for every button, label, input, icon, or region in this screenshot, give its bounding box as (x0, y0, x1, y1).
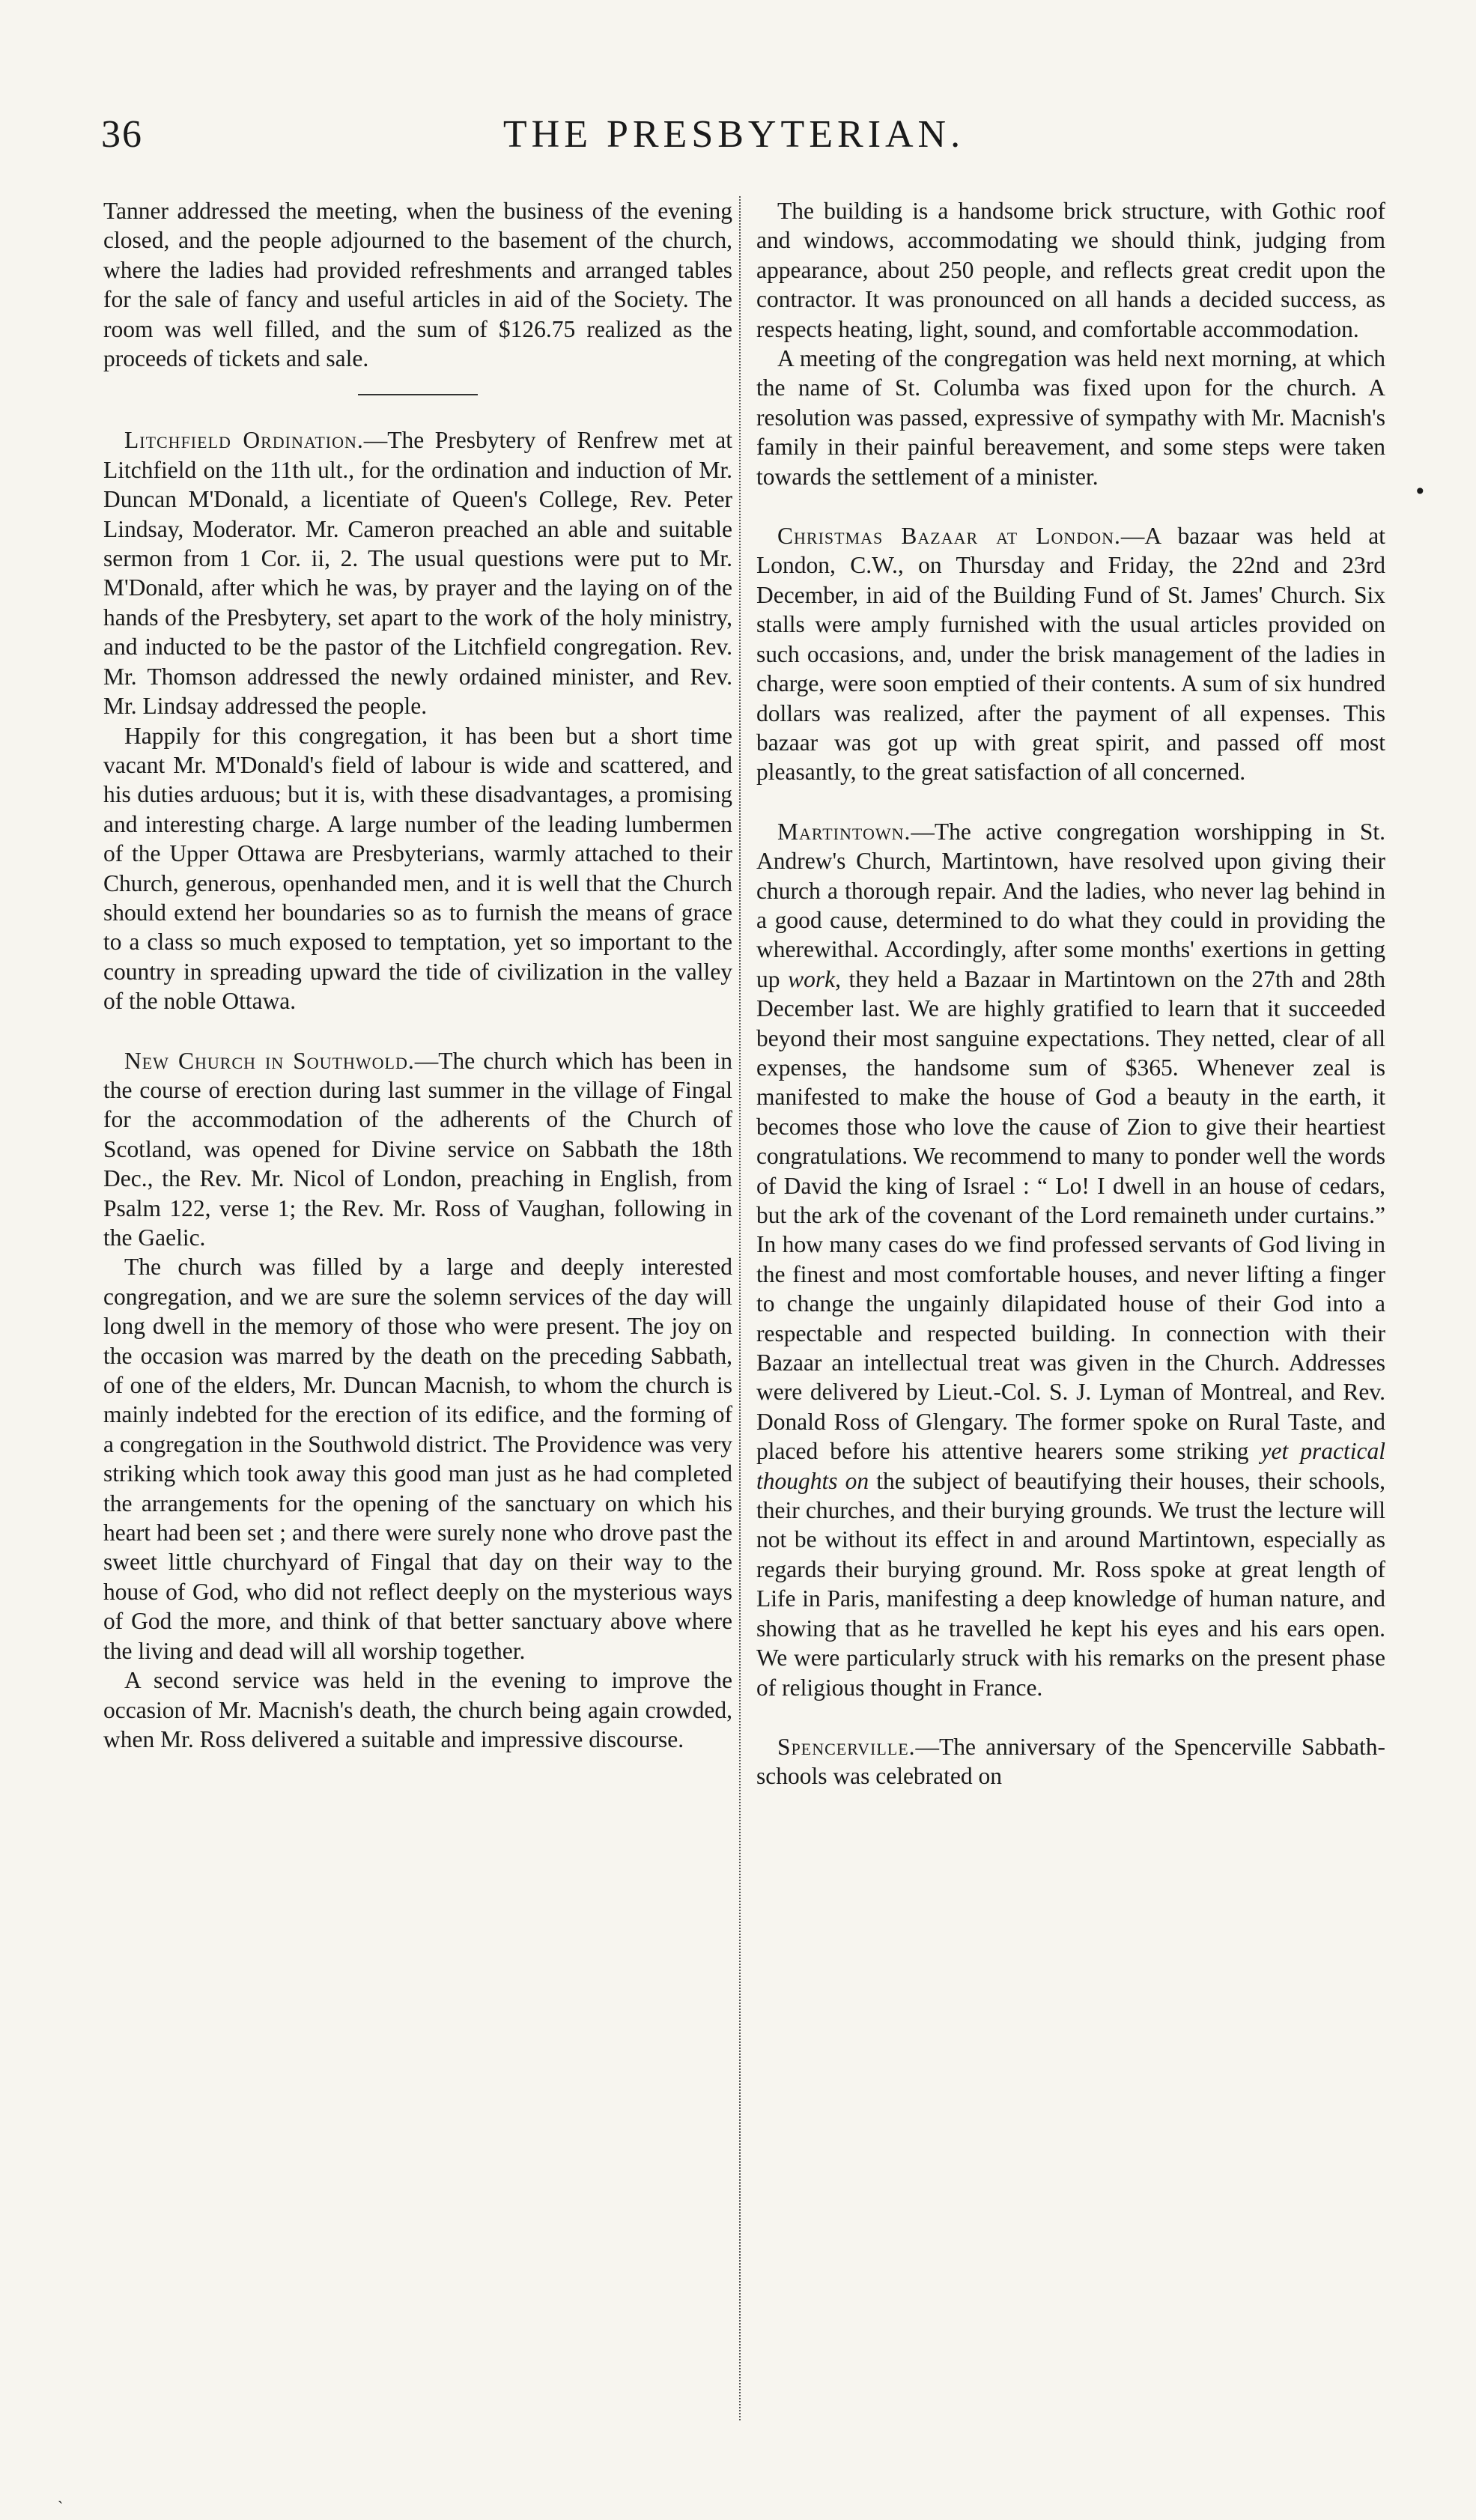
margin-dot-mark: • (1414, 479, 1427, 504)
corner-mark: ˏ (58, 2486, 64, 2504)
paragraph-building-description: The building is a handsome brick structure, with Gothic roof and windows, accommodating we should think, judging from appearance, about 250 people, and reflects great credit upon the contractor. It was pronounced on all hands a decided success, as respects heating, light, sound, and comfortable accommodation. (756, 198, 1385, 342)
paragraph-tanner-continuation: Tanner addressed the meeting, when the business of the evening closed, and the people adjourned to the basement of the church, where the ladies had provided refreshments and arranged tables for the sale of fancy and useful articles in aid of the Society. The room was well filled, and the sum of $126.75 realized as the proceeds of tickets and sale. (103, 198, 732, 372)
article-heading-martintown: Martintown. (777, 818, 911, 845)
emphasis-work: work (788, 965, 836, 992)
article-heading-bazaar: Christmas Bazaar at London. (777, 523, 1121, 550)
right-column (756, 196, 1385, 1791)
article-heading-southwold: New Church in Southwold. (124, 1047, 415, 1074)
article-body-martintown-a: —The active congregation worshipping in St. Andrew's Church, Martintown, have resolved upon giving their church a thorough repair. And the ladies, who never lag behind in a good cause, determined to do what they could in providing the wherewithal. Accordingly, after some months' exertions in getting up (756, 818, 1385, 992)
article-martintown (756, 817, 1385, 1702)
paragraph-southwold-evening-service: A second service was held in the evening to improve the occasion of Mr. Macnish's death, the church being again crowded, when Mr. Ross delivered a suitable and impressive discourse. (103, 1667, 732, 1752)
article-body-martintown-c: the subject of beautifying their houses, their schools, their churches, and their burying grounds. We trust the lecture will not be without its effect in and around Martintown, especially as regards their burying ground. Mr. Ross spoke at great length of Life in Paris, manifesting a deep knowledge of human nature, and showing that as he travelled he kept his eyes and his ears open. We were particularly struck with his remarks on the present phase of religious thought in France. (756, 1467, 1385, 1701)
paragraph-litchfield-charge: Happily for this congregation, it has been but a short time vacant Mr. M'Donald's field of labour is wide and scattered, and his duties arduous; but it is, with these disadvantages, a promising and interesting charge. A large number of the leading lumbermen of the Upper Ottawa are Presbyterians, warmly attached to their Church, generous, openhanded men, and it is well that the Church should extend her boundaries so as to furnish the means of grace to a class so much exposed to temptation, yet so important to the country in spreading upward the tide of civilization in the valley of the noble Ottawa. (103, 722, 732, 1015)
paragraph-southwold-congregation: The church was filled by a large and deeply interested congregation, and we are sure the solemn services of the day will long dwell in the memory of those who were present. The joy on the occasion was marred by the death on the preceding Sabbath, of one of the elders, Mr. Duncan Macnish, to whom the church is mainly indebted for the erection of its edifice, and the forming of a congregation in the Southwold district. The Providence was very striking which took away this good man just as he had completed the arrangements for the opening of the sanctuary on which his heart had been set ; and there were surely none who drove past the sweet little churchyard of Fingal that day on their way to the house of God, who did not reflect deeply on the mysterious ways of God the more, and think of that better sanctuary above where the living and dead will all worship together. (103, 1254, 732, 1664)
section-divider (358, 394, 478, 395)
page-number: 36 (101, 113, 143, 156)
paragraph-congregation-meeting: A meeting of the congregation was held next morning, at which the name of St. Columba was fixed upon for the church. A resolution was passed, expressive of sympathy with Mr. Macnish's family in their painful bereavement, and some steps were taken towards the settlement of a minister. (756, 345, 1385, 490)
article-litchfield-ordination (103, 425, 732, 720)
emphasis-practical-thoughts: yet practical thoughts on (756, 1438, 1385, 1494)
article-new-church-southwold (103, 1046, 732, 1253)
article-body-bazaar: —A bazaar was held at London, C.W., on Thursday and Friday, the 22nd and 23rd December, in aid of the Building Fund of St. James' Church. Six stalls were amply furnished with the usual articles provided on such occasions, and, under the brisk management of the ladies in charge, were soon emptied of their contents. A sum of six hundred dollars was realized, after the payment of all expenses. This bazaar was got up with great spirit, and passed off most pleasantly, to the great satisfaction of all concerned. (756, 523, 1385, 786)
running-title: THE PRESBYTERIAN. (502, 113, 965, 156)
column-divider (739, 196, 741, 2420)
article-body-martintown-b: , they held a Bazaar in Martintown on the 27th and 28th December last. We are highly gratified to learn that it succeeded beyond their most sanguine expectations. They netted, clear of all expenses, the handsome sum of $365. Whenever zeal is manifested to make the house of God a beauty in the earth, it becomes those who love the cause of Zion to give their heartiest congratulations. We recommend to many to ponder well the words of David the king of Israel : “ Lo! I dwell in an house of cedars, but the ark of the covenant of the Lord remaineth under curtains.” In how many cases do we find professed servants of God living in the finest and most comfortable houses, and never lifting a finger to change the ungainly dilapidated house of their God into a respectable and respected building. In connection with their Bazaar an intellectual treat was given in the Church. Addresses were delivered by Lieut.-Col. S. J. Lyman of Montreal, and Rev. Donald Ross of Glengary. The former spoke on Rural Taste, and placed before his attentive hearers some striking (756, 965, 1386, 1465)
article-heading-litchfield: Litchfield Ordination. (124, 427, 364, 454)
article-christmas-bazaar-london (756, 521, 1385, 787)
left-column (103, 196, 732, 1754)
article-body-spencerville: —The anniversary of the Spencerville Sabbath-schools was celebrated on (756, 1733, 1385, 1790)
article-body-litchfield: —The Presbytery of Renfrew met at Litchfield on the 11th ult., for the ordination and induction of Mr. Duncan M'Donald, a licentiate of Queen's College, Rev. Peter Lindsay, Moderator. Mr. Cameron preached an able and suitable sermon from 1 Cor. ii, 2. The usual questions were put to Mr. M'Donald, after which he was, by prayer and the laying on of the hands of the Presbytery, set apart to the work of the holy ministry, and inducted to be the pastor of the Litchfield congregation. Rev. Mr. Thomson addressed the newly ordained minister, and Rev. Mr. Lindsay addressed the people. (103, 427, 732, 720)
article-spencerville (756, 1732, 1385, 1791)
page-header (101, 112, 1367, 172)
article-heading-spencerville: Spencerville. (777, 1733, 916, 1760)
article-body-southwold: —The church which has been in the course of erection during last summer in the village of Fingal for the accommodation of the adherents of the Church of Scotland, was opened for Divine service on Sabbath the 18th Dec., the Rev. Mr. Nicol of London, preaching in English, from Psalm 122, verse 1; the Rev. Mr. Ross of Vaughan, following in the Gaelic. (103, 1047, 732, 1251)
